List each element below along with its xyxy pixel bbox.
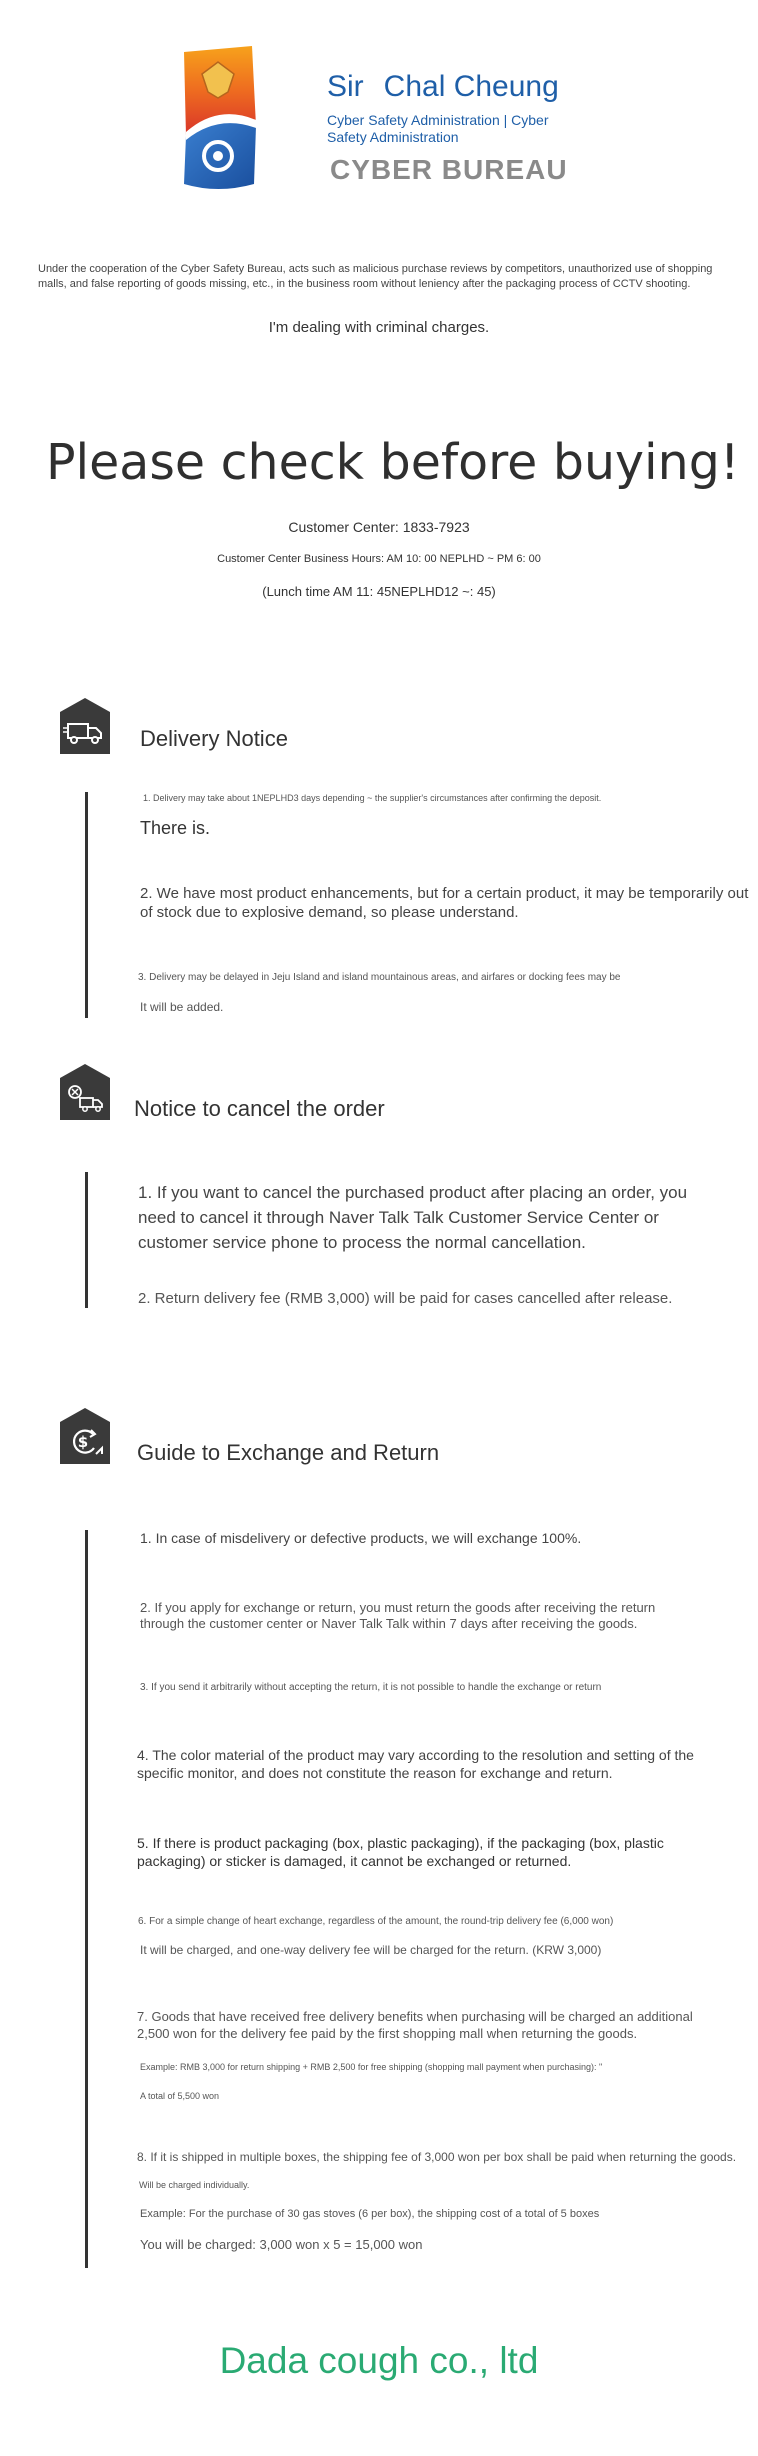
brand-bureau: CYBER BUREAU xyxy=(330,154,568,185)
exchange-item-7: 7. Goods that have received free delivery benefits when purchasing will be charged an additional 2,500 won for the delivery fee paid by the first shopping mall when returning the goods. xyxy=(137,2009,693,2041)
exchange-item-5: 5. If there is product packaging (box, plastic packaging), if the packaging (box, plastic packaging) or sticker is damaged, it cannot be exchanged or returned. xyxy=(137,1835,664,1869)
delivery-item-3: 3. Delivery may be delayed in Jeju Island and island mountainous areas, and airfares or docking fees may be xyxy=(138,972,621,983)
exchange-section-title: Guide to Exchange and Return xyxy=(137,1440,440,1465)
cyber-bureau-logo xyxy=(178,44,258,192)
delivery-section-line xyxy=(85,792,88,1018)
exchange-item-3: 3. If you send it arbitrarily without accepting the return, it is not possible to handle the exchange or return xyxy=(140,1682,602,1693)
exchange-item-8-total: You will be charged: 3,000 won x 5 = 15,000 won xyxy=(140,2237,423,2252)
intro-paragraph: Under the cooperation of the Cyber Safety Bureau, acts such as malicious purchase reviews by competitors, unauthorized use of shopping malls, and false reporting of goods missing, etc., in the business room without leniency after the packaging process of CCTV shooting. xyxy=(38,263,713,290)
cancel-section-title: Notice to cancel the order xyxy=(134,1096,385,1121)
delivery-item-1: 1. Delivery may take about 1NEPLHD3 days depending ~ the supplier's circumstances after confirming the deposit. xyxy=(143,793,602,803)
exchange-item-8-example: Example: For the purchase of 30 gas stoves (6 per box), the shipping cost of a total of 5 boxes xyxy=(140,2208,600,2220)
dollar-exchange-icon xyxy=(60,1408,110,1464)
exchange-item-8-cont: Will be charged individually. xyxy=(139,2180,250,2190)
delivery-truck-icon xyxy=(60,698,110,754)
svg-text:$: $ xyxy=(77,1433,89,1451)
customer-center-phone: Customer Center: 1833-7923 xyxy=(288,519,470,535)
exchange-section-line xyxy=(85,1530,88,2268)
footer-company-name: Dada cough co., ltd xyxy=(219,2340,539,2381)
cancel-item-1: 1. If you want to cancel the purchased product after placing an order, you need to cancel it through Naver Talk Talk Customer Service Center or customer service phone to process the normal cancellation. xyxy=(138,1183,688,1252)
cancel-truck-icon xyxy=(60,1064,110,1120)
brand-name-second: Chal Cheung xyxy=(383,70,559,103)
exchange-item-6: 6. For a simple change of heart exchange, regardless of the amount, the round-trip delivery fee (6,000 won) xyxy=(138,1916,614,1927)
delivery-section-title: Delivery Notice xyxy=(140,726,288,751)
cancel-section-line xyxy=(85,1172,88,1308)
delivery-item-1-cont: There is. xyxy=(140,818,211,838)
exchange-item-7-total: A total of 5,500 won xyxy=(140,2091,220,2101)
exchange-item-4: 4. The color material of the product may vary according to the resolution and setting of the specific monitor, and does not constitute the reason for exchange and return. xyxy=(137,1747,694,1781)
criminal-charges-text: I'm dealing with criminal charges. xyxy=(268,319,490,336)
delivery-item-2: 2. We have most product enhancements, but for a certain product, it may be temporarily out of stock due to explosive demand, so please understand. xyxy=(140,885,749,921)
cancel-item-2: 2. Return delivery fee (RMB 3,000) will be paid for cases cancelled after release. xyxy=(138,1290,673,1307)
delivery-item-3-cont: It will be added. xyxy=(140,1000,224,1014)
business-hours: Customer Center Business Hours: AM 10: 00 NEPLHD ~ PM 6: 00 xyxy=(217,553,541,565)
exchange-item-1: 1. In case of misdelivery or defective products, we will exchange 100%. xyxy=(140,1530,582,1546)
page-title: Please check before buying! xyxy=(46,434,740,491)
brand-name xyxy=(327,70,559,104)
exchange-item-8: 8. If it is shipped in multiple boxes, the shipping fee of 3,000 won per box shall be paid when returning the goods. xyxy=(137,2150,737,2164)
exchange-item-6-cont: It will be charged, and one-way delivery fee will be charged for the return. (KRW 3,000) xyxy=(140,1943,602,1957)
lunch-time: (Lunch time AM 11: 45NEPLHD12 ~: 45) xyxy=(262,584,496,599)
brand-subtitle: Cyber Safety Administration | Cyber Safety Administration xyxy=(327,112,549,145)
brand-name-first: Sir xyxy=(327,70,364,103)
exchange-item-2: 2. If you apply for exchange or return, you must return the goods after receiving the return through the customer center or Naver Talk Talk within 7 days after receiving the goods. xyxy=(140,1600,656,1631)
exchange-item-7-example: Example: RMB 3,000 for return shipping + RMB 2,500 for free shipping (shopping mall payment when purchasing): " xyxy=(140,2062,603,2072)
